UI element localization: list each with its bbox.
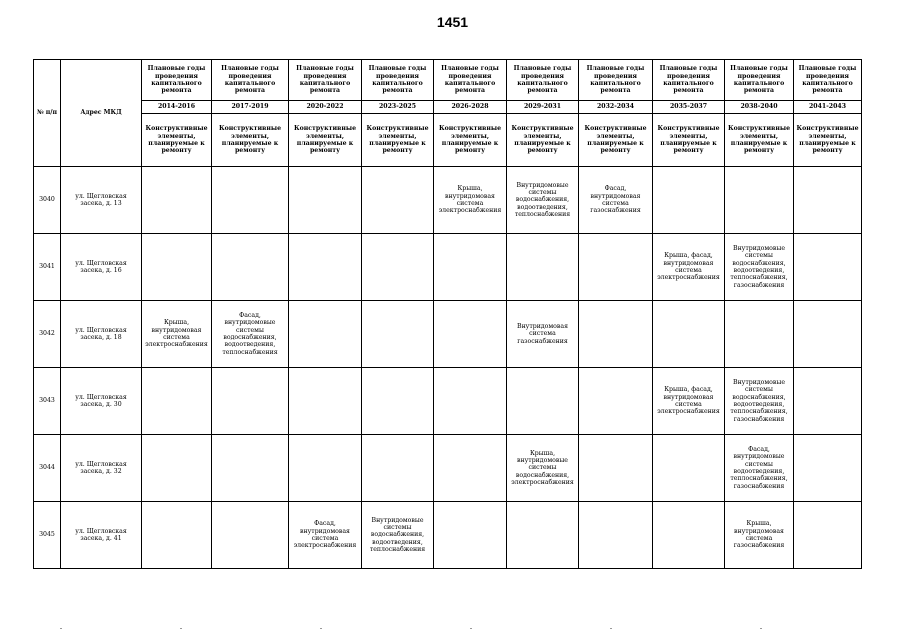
repair-elements-cell	[212, 368, 289, 435]
repair-elements-cell	[362, 167, 434, 234]
repair-elements-cell: Внутридомовые системы водоснабжения, водоотведения, теплоснабжения	[507, 167, 579, 234]
repair-elements-cell	[725, 167, 794, 234]
page-number: 1451	[436, 14, 469, 30]
row-number: 3044	[34, 435, 61, 502]
header-row-title	[34, 60, 862, 101]
column-header-period: 2041-2043	[794, 101, 862, 114]
table-row	[34, 368, 862, 435]
row-number: 3042	[34, 301, 61, 368]
column-header-elements: Конструктивные элементы, планируемые к ремонту	[289, 114, 362, 167]
repair-elements-cell: Крыша, фасад, внутридомовая система электроснабжения	[653, 234, 725, 301]
column-header-elements: Конструктивные элементы, планируемые к ремонту	[725, 114, 794, 167]
column-header-planned-years: Плановые годы проведения капитального ремонта	[579, 60, 653, 101]
repair-elements-cell	[142, 234, 212, 301]
row-address: ул. Щегловская засека, д. 30	[61, 368, 142, 435]
column-header-elements: Конструктивные элементы, планируемые к ремонту	[362, 114, 434, 167]
repair-elements-cell: Внутридомовые системы водоснабжения, водоотведения, теплоснабжения, газоснабжения	[725, 368, 794, 435]
repair-elements-cell	[142, 368, 212, 435]
repair-elements-cell: Фасад, внутридомовые системы водоотведения, теплоснабжения, газоснабжения	[725, 435, 794, 502]
repair-elements-cell	[653, 435, 725, 502]
repair-elements-cell	[579, 368, 653, 435]
repair-schedule-table	[33, 59, 862, 569]
repair-elements-cell: Внутридомовые системы водоснабжения, водоотведения, теплоснабжения, газоснабжения	[725, 234, 794, 301]
column-header-period: 2038-2040	[725, 101, 794, 114]
repair-elements-cell	[289, 234, 362, 301]
row-address: ул. Щегловская засека, д. 32	[61, 435, 142, 502]
repair-elements-cell: Внутридомовые системы водоснабжения, водоотведения, теплоснабжения	[362, 502, 434, 569]
column-header-period: 2035-2037	[653, 101, 725, 114]
repair-elements-cell	[289, 167, 362, 234]
column-header-planned-years: Плановые годы проведения капитального ремонта	[142, 60, 212, 101]
repair-elements-cell	[794, 502, 862, 569]
table-row	[34, 502, 862, 569]
repair-elements-cell	[653, 502, 725, 569]
column-header-elements: Конструктивные элементы, планируемые к ремонту	[579, 114, 653, 167]
repair-elements-cell	[507, 502, 579, 569]
row-number: 3041	[34, 234, 61, 301]
row-number: 3045	[34, 502, 61, 569]
repair-elements-cell: Фасад, внутридомовые системы водоснабжения, водоотведения, теплоснабжения	[212, 301, 289, 368]
repair-elements-cell	[362, 435, 434, 502]
repair-elements-cell	[212, 502, 289, 569]
repair-elements-cell	[434, 234, 507, 301]
repair-elements-cell	[579, 502, 653, 569]
row-number: 3040	[34, 167, 61, 234]
column-header-planned-years: Плановые годы проведения капитального ремонта	[434, 60, 507, 101]
column-header-elements: Конструктивные элементы, планируемые к ремонту	[142, 114, 212, 167]
repair-elements-cell	[653, 301, 725, 368]
column-header-period: 2029-2031	[507, 101, 579, 114]
repair-elements-cell	[362, 234, 434, 301]
table-row	[34, 301, 862, 368]
column-header-planned-years: Плановые годы проведения капитального ремонта	[507, 60, 579, 101]
column-header-planned-years: Плановые годы проведения капитального ремонта	[653, 60, 725, 101]
column-header-period: 2032-2034	[579, 101, 653, 114]
repair-elements-cell: Крыша, внутридомовая система электроснабжения	[434, 167, 507, 234]
row-address: ул. Щегловская засека, д. 13	[61, 167, 142, 234]
table-row	[34, 167, 862, 234]
repair-elements-cell: Фасад, внутридомовая система электроснабжения	[289, 502, 362, 569]
repair-elements-cell	[434, 301, 507, 368]
repair-elements-cell	[142, 502, 212, 569]
repair-elements-cell	[212, 234, 289, 301]
column-header-elements: Конструктивные элементы, планируемые к ремонту	[653, 114, 725, 167]
row-number: 3043	[34, 368, 61, 435]
column-header-planned-years: Плановые годы проведения капитального ремонта	[289, 60, 362, 101]
repair-elements-cell	[289, 435, 362, 502]
row-address: ул. Щегловская засека, д. 18	[61, 301, 142, 368]
repair-elements-cell	[579, 234, 653, 301]
header-row-periods	[34, 101, 862, 114]
repair-elements-cell	[579, 301, 653, 368]
repair-elements-cell: Фасад, внутридомовая система газоснабжения	[579, 167, 653, 234]
repair-elements-cell: Крыша, фасад, внутридомовая система электроснабжения	[653, 368, 725, 435]
repair-elements-cell	[794, 167, 862, 234]
column-header-elements: Конструктивные элементы, планируемые к ремонту	[212, 114, 289, 167]
repair-elements-cell	[289, 301, 362, 368]
repair-elements-cell	[725, 301, 794, 368]
row-address: ул. Щегловская засека, д. 41	[61, 502, 142, 569]
column-header-planned-years: Плановые годы проведения капитального ремонта	[362, 60, 434, 101]
column-header-number: № п/п	[34, 60, 61, 167]
repair-elements-cell	[794, 301, 862, 368]
repair-elements-cell	[362, 368, 434, 435]
column-header-elements: Конструктивные элементы, планируемые к ремонту	[794, 114, 862, 167]
repair-elements-cell	[507, 234, 579, 301]
table-row	[34, 234, 862, 301]
row-address: ул. Щегловская засека, д. 16	[61, 234, 142, 301]
column-header-planned-years: Плановые годы проведения капитального ремонта	[212, 60, 289, 101]
repair-elements-cell: Крыша, внутридомовые системы водоснабжения, электроснабжения	[507, 435, 579, 502]
column-header-period: 2020-2022	[289, 101, 362, 114]
repair-elements-cell	[212, 435, 289, 502]
repair-elements-cell	[794, 435, 862, 502]
repair-elements-cell	[362, 301, 434, 368]
repair-elements-cell	[794, 368, 862, 435]
repair-elements-cell: Крыша, внутридомовая система газоснабжения	[725, 502, 794, 569]
column-header-period: 2026-2028	[434, 101, 507, 114]
repair-elements-cell	[434, 435, 507, 502]
repair-elements-cell	[142, 167, 212, 234]
repair-schedule-sheet	[33, 59, 862, 569]
repair-elements-cell	[289, 368, 362, 435]
scan-noise	[0, 628, 905, 632]
column-header-planned-years: Плановые годы проведения капитального ремонта	[794, 60, 862, 101]
column-header-period: 2014-2016	[142, 101, 212, 114]
column-header-period: 2023-2025	[362, 101, 434, 114]
header-row-elements	[34, 114, 862, 167]
repair-elements-cell	[507, 368, 579, 435]
repair-elements-cell: Крыша, внутридомовая система электроснабжения	[142, 301, 212, 368]
repair-elements-cell: Внутридомовая система газоснабжения	[507, 301, 579, 368]
repair-elements-cell	[579, 435, 653, 502]
repair-elements-cell	[212, 167, 289, 234]
repair-elements-cell	[434, 368, 507, 435]
repair-elements-cell	[434, 502, 507, 569]
column-header-planned-years: Плановые годы проведения капитального ремонта	[725, 60, 794, 101]
repair-elements-cell	[794, 234, 862, 301]
column-header-address: Адрес МКД	[61, 60, 142, 167]
repair-elements-cell	[653, 167, 725, 234]
column-header-period: 2017-2019	[212, 101, 289, 114]
table-row	[34, 435, 862, 502]
repair-elements-cell	[142, 435, 212, 502]
column-header-elements: Конструктивные элементы, планируемые к ремонту	[434, 114, 507, 167]
column-header-elements: Конструктивные элементы, планируемые к ремонту	[507, 114, 579, 167]
